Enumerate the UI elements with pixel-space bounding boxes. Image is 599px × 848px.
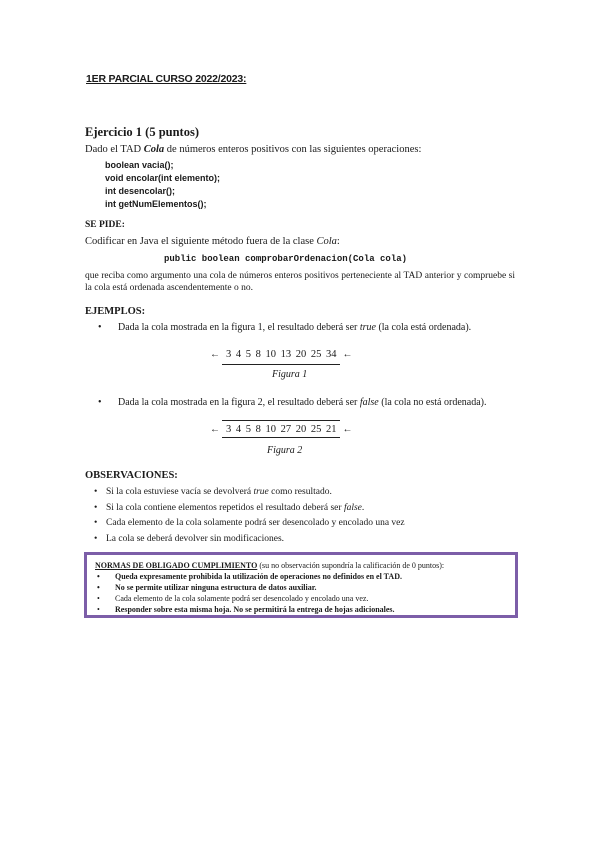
figure-2-caption: Figura 2 bbox=[267, 445, 303, 456]
norma-4-bold: Responder sobre esta misma hoja bbox=[115, 605, 230, 614]
example-2-text bbox=[98, 397, 486, 408]
arrow-left-icon: ← bbox=[210, 349, 220, 360]
operations-list bbox=[105, 159, 220, 211]
bullet-icon: • bbox=[94, 487, 98, 497]
operation-item: int desencolar(); bbox=[105, 186, 176, 196]
method-description: que reciba como argumento una cola de números enteros positivos perteneciente al TAD anterior y compruebe si la cola está ordenada ascendentemente o no. bbox=[85, 271, 515, 293]
obs-1-prefix: Si la cola estuviese vacía se devolverá bbox=[106, 487, 254, 497]
obs-1-value: true bbox=[253, 487, 269, 497]
codificar-suffix: : bbox=[336, 236, 340, 247]
queue-2-bottom-line bbox=[222, 437, 340, 438]
intro-suffix: de números enteros positivos con las siguientes operaciones: bbox=[164, 144, 422, 155]
obs-2-value: false bbox=[343, 502, 362, 513]
normas-title-suffix: (su no observación supondría la calificación de 0 puntos): bbox=[257, 561, 445, 570]
bullet-icon: • bbox=[98, 397, 102, 408]
list-item bbox=[95, 582, 507, 593]
example-2-prefix: Dada la cola mostrada en la figura 2, el resultado deberá ser bbox=[118, 397, 360, 408]
arrow-left-icon: ← bbox=[342, 424, 353, 435]
obs-1-suffix: como resultado. bbox=[268, 487, 332, 497]
intro-prefix: Dado el TAD bbox=[85, 144, 144, 155]
bullet-icon: • bbox=[97, 594, 100, 603]
bullet-icon: • bbox=[97, 605, 100, 614]
example-1-suffix: (la cola está ordenada). bbox=[375, 322, 472, 333]
codificar-cola: Cola bbox=[316, 236, 337, 247]
list-item bbox=[94, 516, 405, 532]
queue-figure-1 bbox=[210, 349, 353, 360]
bullet-icon: • bbox=[98, 322, 102, 333]
norma-3: Cada elemento de la cola solamente podrá ser desencolado y encolado una vez. bbox=[115, 594, 369, 603]
obs-2-suffix: . bbox=[361, 502, 365, 513]
bullet-icon: • bbox=[94, 518, 98, 529]
ejemplos-title: EJEMPLOS: bbox=[85, 306, 146, 317]
operation-item: void encolar(int elemento); bbox=[105, 173, 221, 183]
norma-1: Queda expresamente prohibida la utilización de operaciones no definidos en el TAD. bbox=[115, 572, 402, 581]
bullet-icon: • bbox=[97, 572, 100, 581]
example-1-text bbox=[98, 322, 471, 333]
list-item bbox=[95, 604, 507, 615]
queue-2-top-line bbox=[222, 420, 340, 421]
queue-figure-2 bbox=[210, 424, 353, 435]
queue-1-values: 3 4 5 8 10 13 20 25 34 bbox=[226, 349, 337, 360]
bullet-icon: • bbox=[94, 533, 98, 544]
list-item bbox=[95, 571, 507, 582]
se-pide-title: SE PIDE: bbox=[85, 220, 125, 230]
normas-box bbox=[84, 552, 518, 618]
method-signature: public boolean comprobarOrdenacion(Cola cola) bbox=[164, 254, 408, 264]
list-item bbox=[94, 485, 405, 501]
queue-1-bottom-line bbox=[222, 364, 340, 365]
list-item bbox=[94, 532, 405, 548]
obs-4-text: La cola se deberá devolver sin modificaciones. bbox=[106, 533, 285, 544]
list-item bbox=[94, 501, 405, 517]
norma-2: No se permite utilizar ninguna estructura de datos auxiliar. bbox=[115, 583, 317, 592]
operation-item: boolean vacia(); bbox=[105, 160, 174, 170]
example-2-value: false bbox=[359, 397, 379, 408]
arrow-left-icon: ← bbox=[210, 424, 220, 435]
exercise-intro bbox=[85, 144, 421, 155]
operation-item: int getNumElementos(); bbox=[105, 199, 207, 209]
codificar-text bbox=[85, 236, 340, 247]
queue-2-values: 3 4 5 8 10 27 20 25 21 bbox=[226, 424, 337, 435]
bullet-icon: • bbox=[97, 583, 100, 592]
exam-header: 1ER PARCIAL CURSO 2022/2023: bbox=[86, 73, 247, 85]
normas-header bbox=[95, 560, 507, 571]
obs-3-text: Cada elemento de la cola solamente podrá ser desencolado y encolado una vez bbox=[106, 518, 405, 529]
example-2-suffix: (la cola no está ordenada). bbox=[378, 397, 487, 408]
figure-1-caption: Figura 1 bbox=[272, 369, 308, 380]
list-item bbox=[95, 593, 507, 604]
obs-2-prefix: Si la cola contiene elementos repetidos el resultado deberá ser bbox=[106, 502, 344, 513]
norma-4-rest: . No se permitirá la entrega de hojas adicionales. bbox=[229, 605, 395, 614]
bullet-icon: • bbox=[94, 502, 98, 513]
codificar-prefix: Codificar en Java el siguiente método fuera de la clase bbox=[85, 236, 317, 247]
observaciones-list bbox=[94, 485, 405, 547]
arrow-left-icon: ← bbox=[342, 349, 353, 360]
observaciones-title: OBSERVACIONES: bbox=[85, 470, 178, 481]
exercise-title: Ejercicio 1 (5 puntos) bbox=[85, 125, 199, 139]
example-1-value: true bbox=[359, 322, 376, 333]
normas-title: NORMAS DE OBLIGADO CUMPLIMIENTO bbox=[95, 561, 258, 570]
example-1-prefix: Dada la cola mostrada en la figura 1, el resultado deberá ser bbox=[118, 322, 360, 333]
intro-cola: Cola bbox=[143, 144, 165, 155]
